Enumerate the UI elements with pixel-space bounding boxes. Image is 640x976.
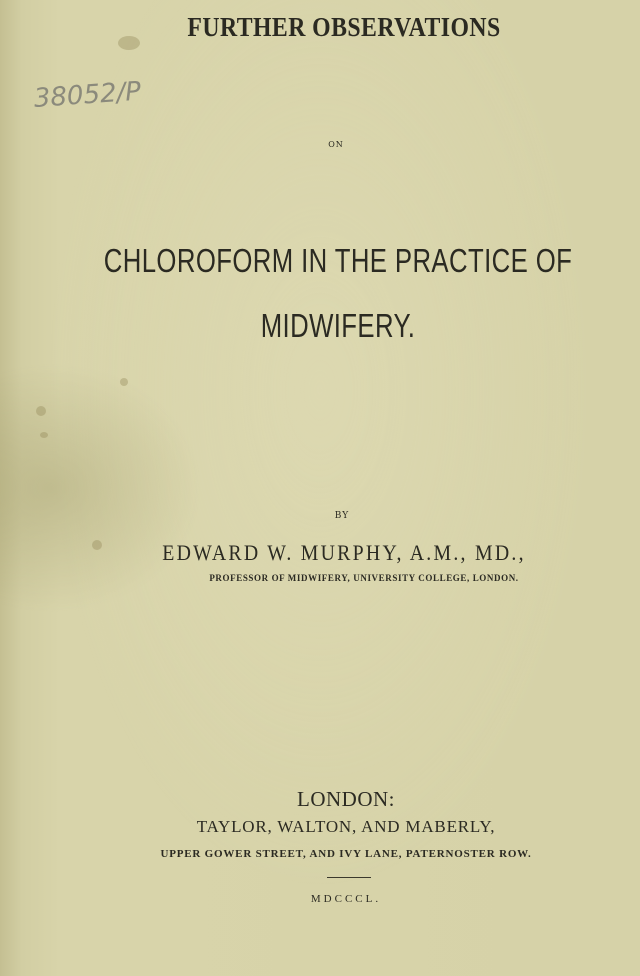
handwritten-shelfmark: 38052/P <box>32 76 142 114</box>
paper-stain <box>120 378 128 386</box>
imprint-year: MDCCCL. <box>310 893 382 905</box>
byline-by: BY <box>334 511 350 521</box>
title-on: ON <box>328 140 344 149</box>
imprint-city: LONDON: <box>297 787 395 811</box>
title-line-1: FURTHER OBSERVATIONS <box>187 12 501 42</box>
author-title: PROFESSOR OF MIDWIFERY, UNIVERSITY COLLEGE, LONDON. <box>209 573 519 583</box>
paper-stain <box>36 406 46 416</box>
imprint-address: UPPER GOWER STREET, AND IVY LANE, PATERNOSTER ROW. <box>160 848 532 860</box>
divider-rule <box>327 877 371 878</box>
main-title-line-1: CHLOROFORM IN THE PRACTICE OF <box>103 242 573 279</box>
paper-stain <box>40 432 48 438</box>
main-title-line-2: MIDWIFERY. <box>260 307 416 344</box>
author-name: EDWARD W. MURPHY, A.M., MD., <box>162 540 526 565</box>
imprint-publisher: TAYLOR, WALTON, AND MABERLY, <box>196 817 496 836</box>
